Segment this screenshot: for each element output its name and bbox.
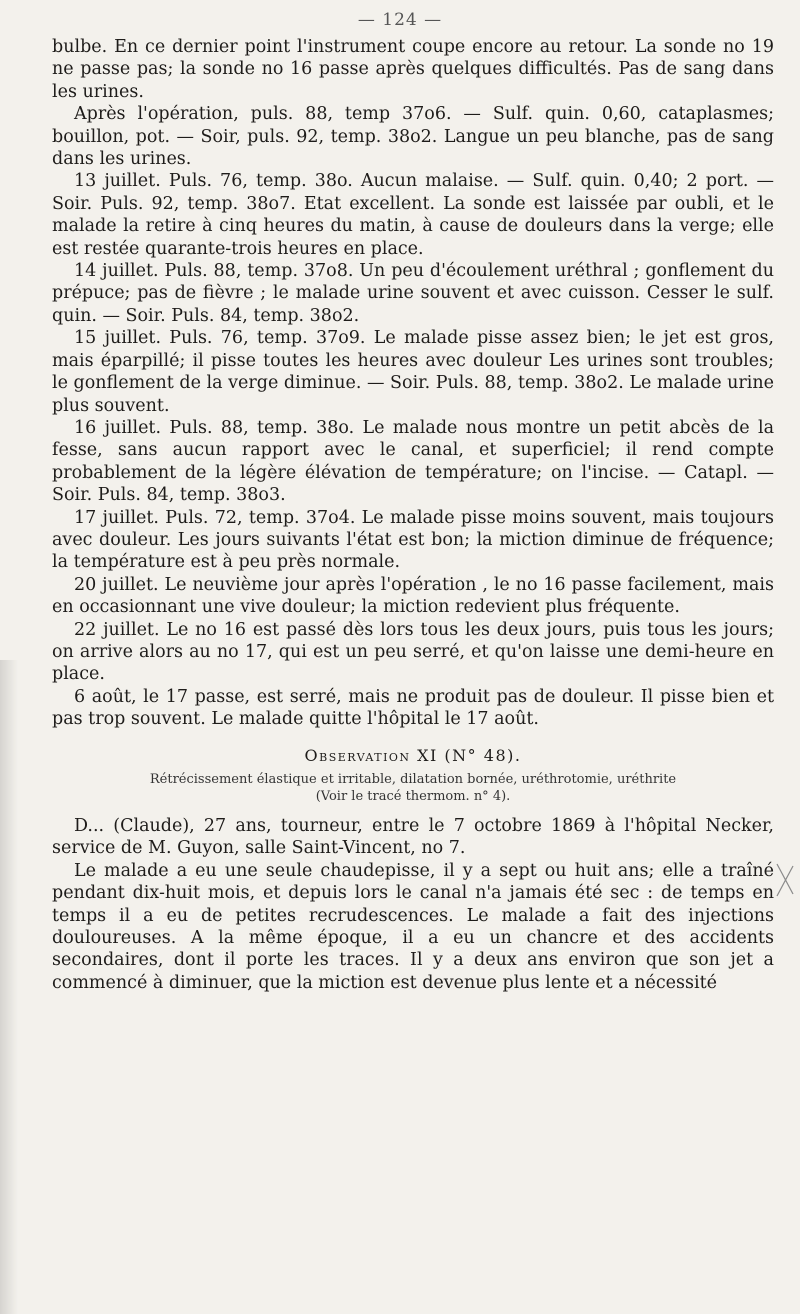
binding-shadow (0, 660, 18, 1314)
paragraph: Le malade a eu une seule chaudepisse, il y a sept ou huit ans; elle a traîné pendant dix-huit mois, et depuis lors le canal n'a jamais été sec : de temps en temps il a eu de petites recrudescences. Le malade a fait des injections douloureuses. A la même époque, il a eu un chancre et des accidents secondaires, dont il porte les traces. Il y a deux ans environ que son jet a commencé à diminuer, que la miction est devenue plus lente et a nécessité (52, 860, 774, 993)
paragraph: 16 juillet. Puls. 88, temp. 38o. Le malade nous montre un petit abcès de la fesse, sans aucun rapport avec le canal, et superficiel; il rend compte probablement de la légère élévation de température; on l'incise. — Catapl. — Soir. Puls. 84, temp. 38o3. (52, 417, 774, 506)
paragraph: 15 juillet. Puls. 76, temp. 37o9. Le malade pisse assez bien; le jet est gros, mais éparpillé; il pisse toutes les heures avec douleur Les urines sont troubles; le gonflement de la verge diminue. — Soir. Puls. 88, temp. 38o2. Le malade urine plus souvent. (52, 328, 774, 416)
paragraph: 20 juillet. Le neuvième jour après l'opération , le no 16 passe facilement, mais en occasionnant une vive douleur; la miction redevient plus fréquente. (52, 574, 774, 618)
observation-subtitle: Rétrécissement élastique et irritable, dilatation bornée, uréthrotomie, uréthrite (149, 772, 677, 787)
paragraph: D... (Claude), 27 ans, tourneur, entre le 7 octobre 1869 à l'hôpital Necker, service de M. Guyon, salle Saint-Vincent, no 7. (52, 816, 774, 859)
body-text (52, 36, 774, 994)
page-number: — 124 — (357, 10, 443, 30)
paragraph: 17 juillet. Puls. 72, temp. 37o4. Le malade pisse moins souvent, mais toujours avec douleur. Les jours suivants l'état est bon; la miction diminue de fréquence; la température est à peu près normale. (52, 507, 774, 573)
observation-title: Observation XI (N° 48). (304, 745, 522, 765)
observation-subtitle-block (52, 771, 774, 805)
paragraph: bulbe. En ce dernier point l'instrument coupe encore au retour. La sonde no 19 ne passe pas; la sonde no 16 passe après quelques difficultés. Pas de sang dans les urines. (52, 37, 774, 102)
paragraph: 13 juillet. Puls. 76, temp. 38o. Aucun malaise. — Sulf. quin. 0,40; 2 port. — Soir. Puls. 92, temp. 38o7. Etat excellent. La sonde est laissée par oubli, et le malade la retire à cinq heures du matin, à cause de douleurs dans la verge; elle est restée quarante-trois heures en place. (52, 171, 774, 259)
observation-note: (Voir le tracé thermom. n° 4). (315, 789, 511, 804)
paragraph: 6 août, le 17 passe, est serré, mais ne produit pas de douleur. Il pisse bien et pas trop souvent. Le malade quitte l'hôpital le 17 août. (52, 686, 774, 730)
paragraph: 14 juillet. Puls. 88, temp. 37o8. Un peu d'écoulement uréthral ; gonflement du prépuce; pas de fièvre ; le malade urine souvent et avec cuisson. Cesser le sulf. quin. — Soir. Puls. 84, temp. 38o2. (52, 261, 774, 326)
paragraph: Après l'opération, puls. 88, temp 37o6. — Sulf. quin. 0,60, cataplasmes; bouillon, pot. — Soir, puls. 92, temp. 38o2. Langue un peu blanche, pas de sang dans les urines. (52, 104, 774, 170)
paragraph: 22 juillet. Le no 16 est passé dès lors tous les deux jours, puis tous les jours; on arrive alors au no 17, qui est un peu serré, et qu'on laisse une demi-heure en place. (52, 619, 774, 685)
pencil-cross-mark (774, 862, 796, 898)
